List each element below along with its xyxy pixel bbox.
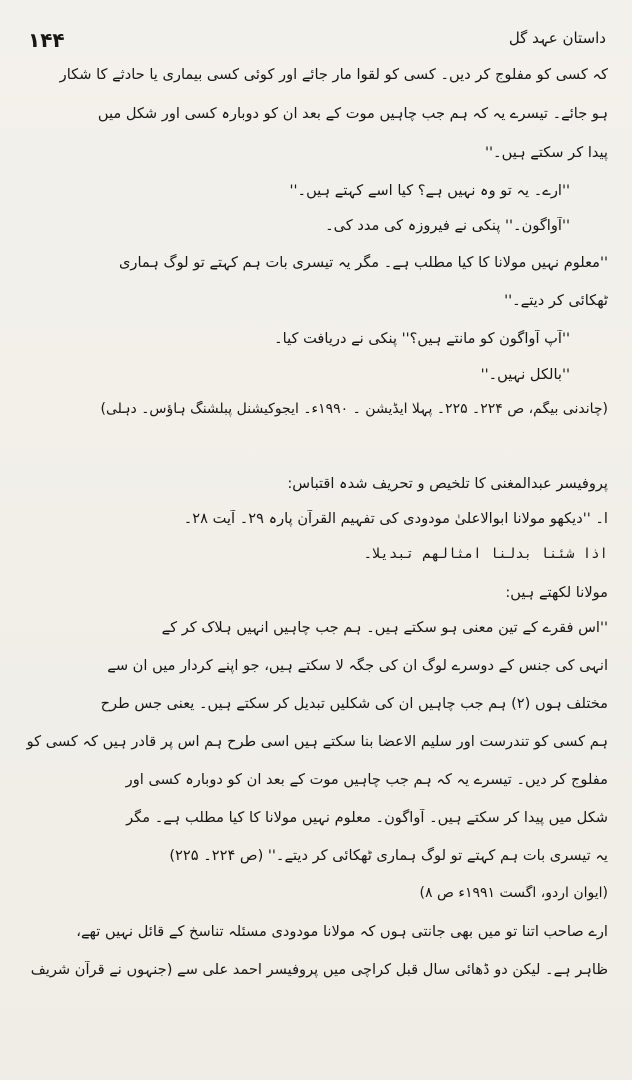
body-line: ہو جائے۔ تیسرے یہ کہ ہم جب چاہیں موت کے بعد ان کو دوبارہ کسی اور شکل میں <box>97 105 608 122</box>
section-spacer <box>26 439 608 475</box>
quote-line: یہ تیسری بات ہم کہتے تو لوگ ہماری ٹھکائی کر دیتے۔'' (ص ۲۲۴۔ ۲۲۵) <box>169 847 608 864</box>
quote-line: ہم کسی کو تندرست اور سلیم الاعضا بنا سکتے ہیں اسی طرح ہم اس پر قادر ہیں کہ کسی کو <box>26 733 608 750</box>
dialogue-line: ''بالکل نہیں۔'' <box>480 366 570 383</box>
citation-line: (چاندنی بیگم، ص ۲۲۴۔ ۲۲۵۔ پہلا ایڈیشن ۔ ۱۹۹۰ء۔ ایجوکیشنل پبلشنگ ہاؤس۔ دہلی) <box>100 401 608 417</box>
intro-line: مولانا لکھتے ہیں: <box>505 584 608 601</box>
reference-line: ا۔ ''دیکھو مولانا ابوالاعلیٰ مودودی کی تفہیم القرآن پارہ ۲۹۔ آیت ۲۸۔ <box>183 510 608 527</box>
quote-line: مختلف ہوں (۲) ہم جب چاہیں ان کی شکلیں تبدیل کر سکتے ہیں۔ یعنی جس طرح <box>100 695 608 712</box>
quote-line: شکل میں پیدا کر سکتے ہیں۔ آواگون۔ معلوم نہیں مولانا کا کیا مطلب ہے۔ مگر <box>126 809 608 826</box>
body-line: پیدا کر سکتے ہیں۔'' <box>485 144 608 161</box>
quote-line: ''اس فقرے کے تین معنی ہو سکتے ہیں۔ ہم جب چاہیں انہیں ہلاک کر کے <box>161 619 608 636</box>
document-content <box>26 66 608 999</box>
dialogue-line: ''آپ آواگون کو مانتے ہیں؟'' پنکی نے دریافت کیا۔ <box>274 330 570 347</box>
dialogue-line: ''معلوم نہیں مولانا کا کیا مطلب ہے۔ مگر یہ تیسری بات ہم کہتے تو لوگ ہماری <box>119 254 608 271</box>
body-line: کہ کسی کو مفلوج کر دیں۔ کسی کو لقوا مار جائے اور کوئی کسی بیماری یا حادثے کا شکار <box>59 66 608 83</box>
closing-line: ارے صاحب اتنا تو میں بھی جانتی ہوں کہ مولانا مودودی مسئلہ تناسخ کے قائل نہیں تھے، <box>76 923 608 940</box>
quoted-passage <box>26 619 608 923</box>
page-number: ۱۴۴ <box>28 28 65 52</box>
page-header <box>28 28 606 58</box>
dialogue-line: ''آواگون۔'' پنکی نے فیروزہ کی مدد کی۔ <box>325 217 570 234</box>
quote-citation: (ایوان اردو، اگست ۱۹۹۱ء ص ۸) <box>419 885 608 901</box>
professor-section <box>26 475 608 619</box>
closing-paragraph <box>26 923 608 999</box>
section-heading: پروفیسر عبدالمغنی کا تلخیص و تحریف شدہ اقتباس: <box>287 475 608 492</box>
dialogue-line: ''ارے۔ یہ تو وہ نہیں ہے؟ کیا اسے کہتے ہیں۔'' <box>289 182 570 199</box>
quote-line: مفلوج کر دیں۔ تیسرے یہ کہ ہم جب چاہیں موت کے بعد ان کو دوبارہ کسی اور <box>125 771 608 788</box>
running-title: داستان عہد گل <box>508 29 606 47</box>
dialogue-line: ٹھکائی کر دیتے۔'' <box>504 292 608 309</box>
quote-line: انہی کی جنس کے دوسرے لوگ ان کی جگہ لا سکتے ہیں، جو اپنے کردار میں ان سے <box>107 657 608 674</box>
closing-line: ظاہر ہے۔ لیکن دو ڈھائی سال قبل کراچی میں پروفیسر احمد علی سے (جنہوں نے قرآن شریف <box>30 961 608 978</box>
story-excerpt <box>26 66 608 439</box>
arabic-verse-line: اذا شئنا بدلنا امثالهم تبديلا۔ <box>363 546 608 562</box>
